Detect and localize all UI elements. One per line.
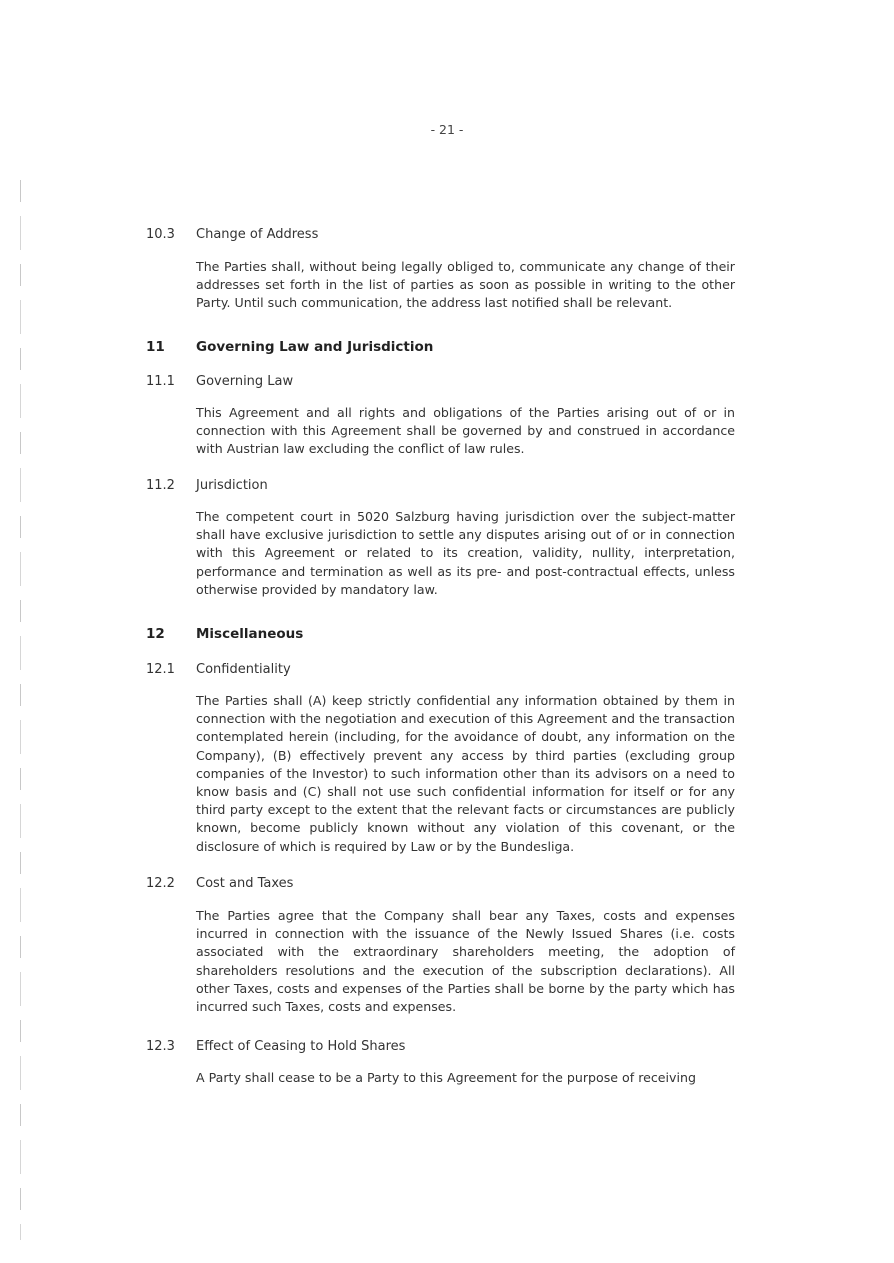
section-paragraph: The Parties agree that the Company shall bear any Taxes, costs and expenses incurred in connection with the issuance of the Newly Issued Shares (i.e. costs associated with the extraordinary shareholders meeting, the adoption of shareholders resolutions and the execution of the subscription declarations). All other Taxes, costs and expenses of the Parties shall be borne by the party which has incurred such Taxes, costs and expenses. [196,908,735,1015]
section-title: Effect of Ceasing to Hold Shares [196,1039,406,1054]
scan-edge-artifact [20,180,21,1240]
section-number: 10.3 [146,227,175,242]
section-title: Cost and Taxes [196,876,294,891]
heading-title: Governing Law and Jurisdiction [196,339,434,355]
page-number: - 21 - [430,122,464,137]
heading-number: 11 [146,339,165,355]
section-paragraph: The competent court in 5020 Salzburg having jurisdiction over the subject-matter shall have exclusive jurisdiction to settle any disputes arising out of or in connection with this Agreement or related to its creation, validity, nullity, interpretation, performance and termination as well as its pre- and post-contractual effects, unless otherwise provided by mandatory law. [196,509,735,597]
section-number: 12.3 [146,1039,175,1054]
section-number: 12.1 [146,662,175,677]
section-number: 11.1 [146,374,175,389]
section-number: 11.2 [146,478,175,493]
section-paragraph: The Parties shall, without being legally obliged to, communicate any change of their addresses set forth in the list of parties as soon as possible in writing to the other Party. Until such communication, the address last notified shall be relevant. [196,259,735,311]
section-paragraph: A Party shall cease to be a Party to this Agreement for the purpose of receiving [196,1070,696,1085]
heading-number: 12 [146,626,165,642]
section-title: Confidentiality [196,662,291,677]
section-title: Change of Address [196,227,319,242]
section-number: 12.2 [146,876,175,891]
section-title: Jurisdiction [196,478,268,493]
section-paragraph: This Agreement and all rights and obligations of the Parties arising out of or in connection with this Agreement shall be governed by and construed in accordance with Austrian law excluding the conflict of law rules. [196,405,735,457]
heading-title: Miscellaneous [196,626,304,642]
section-paragraph: The Parties shall (A) keep strictly confidential any information obtained by them in connection with the negotiation and execution of this Agreement and the transaction contemplated herein (including, for the avoidance of doubt, any information on the Company), (B) effectively prevent any access by third parties (excluding group companies of the Investor) to such information other than its advisors on a need to know basis and (C) shall not use such confidential information for itself or for any third party except to the extent that the relevant facts or circumstances are publicly known, become publicly known without any violation of this covenant, or the disclosure of which is required by Law or by the Bundesliga. [196,693,735,854]
section-title: Governing Law [196,374,294,389]
